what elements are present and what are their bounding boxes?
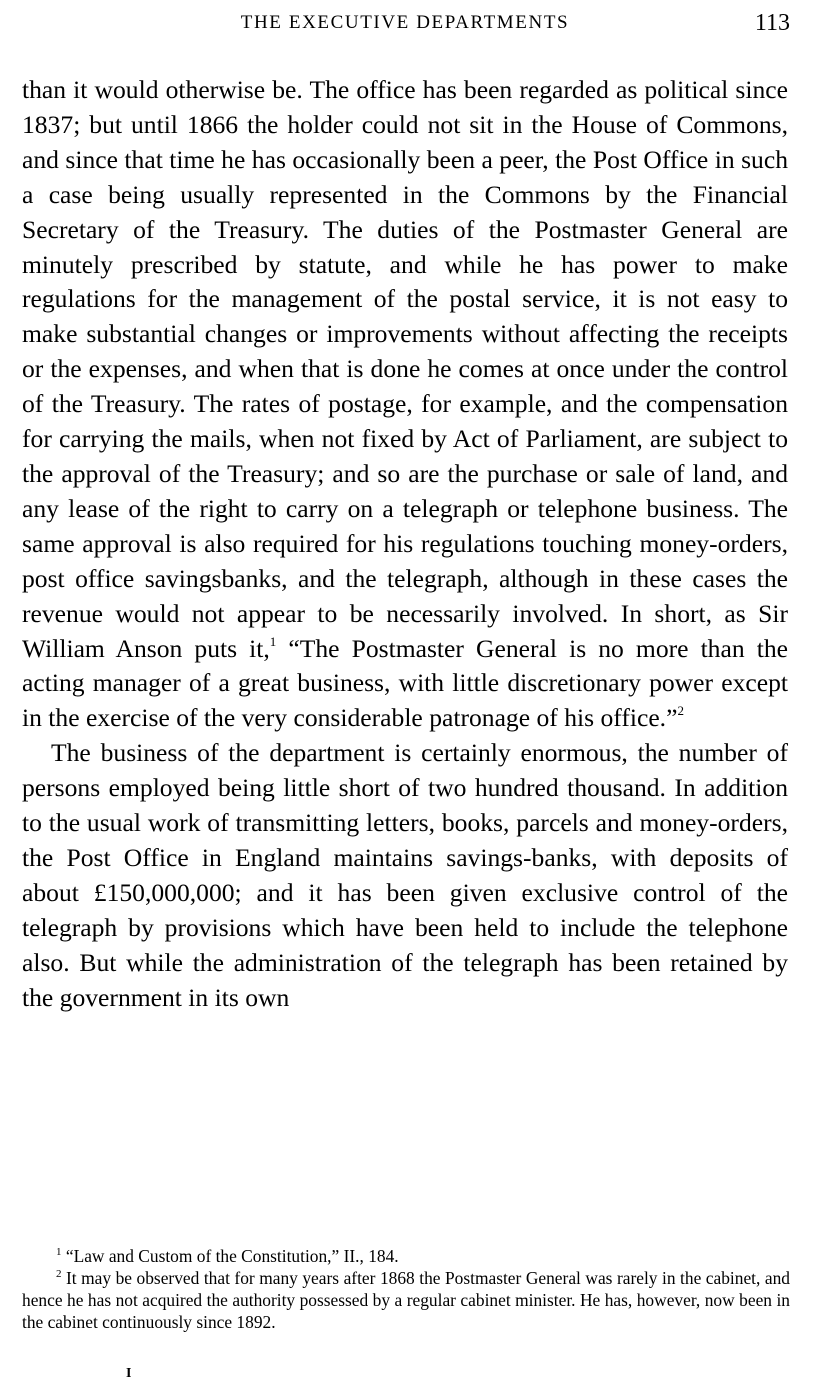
running-head bbox=[20, 10, 790, 40]
footnotes bbox=[22, 1245, 790, 1333]
footnote-2-marker: 2 bbox=[56, 1268, 62, 1280]
page-number: 113 bbox=[754, 10, 790, 36]
body-text bbox=[22, 73, 788, 1015]
footnote-1-text: “Law and Custom of the Constitution,” II., 184. bbox=[65, 1246, 399, 1266]
running-head-title: THE EXECUTIVE DEPARTMENTS bbox=[240, 12, 570, 33]
paragraph-1 bbox=[22, 73, 788, 736]
footnote-1 bbox=[22, 1245, 790, 1267]
paragraph-1-text-b: “The Postmaster General is no more than the acting manager of a great business, with little discretionary power except in the exercise of the very considerable patronage of his office.” bbox=[22, 633, 788, 733]
footnote-ref-2: 2 bbox=[677, 703, 684, 719]
footnote-2 bbox=[22, 1267, 790, 1333]
footnote-ref-1: 1 bbox=[269, 633, 277, 649]
footnote-1-marker: 1 bbox=[56, 1246, 62, 1258]
footnote-2-text: It may be observed that for many years after 1868 the Postmaster General was rarely in the cabinet, and hence he has not acquired the authority possessed by a regular cabinet minister. He has, however, now been in the cabinet continuously since 1892. bbox=[22, 1268, 790, 1332]
paragraph-1-text-a: than it would otherwise be. The office has been regarded as political since 1837; but until 1866 the holder could not sit in the House of Commons, and since that time he has occasionally been a peer, the Post Office in such a case being usually represented in the Commons by the Financial Secretary of the Treasury. The duties of the Postmaster General are minutely prescribed by statute, and while he has power to make regulations for the management of the postal service, it is not easy to make substantial changes or improvements without affecting the receipts or the expenses, and when that is done he comes at once under the control of the Treasury. The rates of postage, for example, and the compensation for carrying the mails, when not fixed by Act of Parliament, are subject to the approval of the Treasury; and so are the purchase or sale of land, and any lease of the right to carry on a telegraph or telephone business. The same approval is also required for his regulations touching money-orders, post office savingsbanks, and the telegraph, although in these cases the revenue would not appear to be necessarily involved. In short, as Sir William Anson puts it, bbox=[22, 75, 788, 663]
signature-mark: I bbox=[126, 1366, 132, 1381]
paragraph-2: The business of the department is certainly enormous, the number of persons employed being little short of two hundred thousand. In addition to the usual work of transmitting letters, books, parcels and money-orders, the Post Office in England maintains savings-banks, with deposits of about £150,000,000; and it has been given exclusive control of the telegraph by provisions which have been held to include the telephone also. But while the administration of the telegraph has been retained by the government in its own bbox=[22, 738, 788, 1012]
